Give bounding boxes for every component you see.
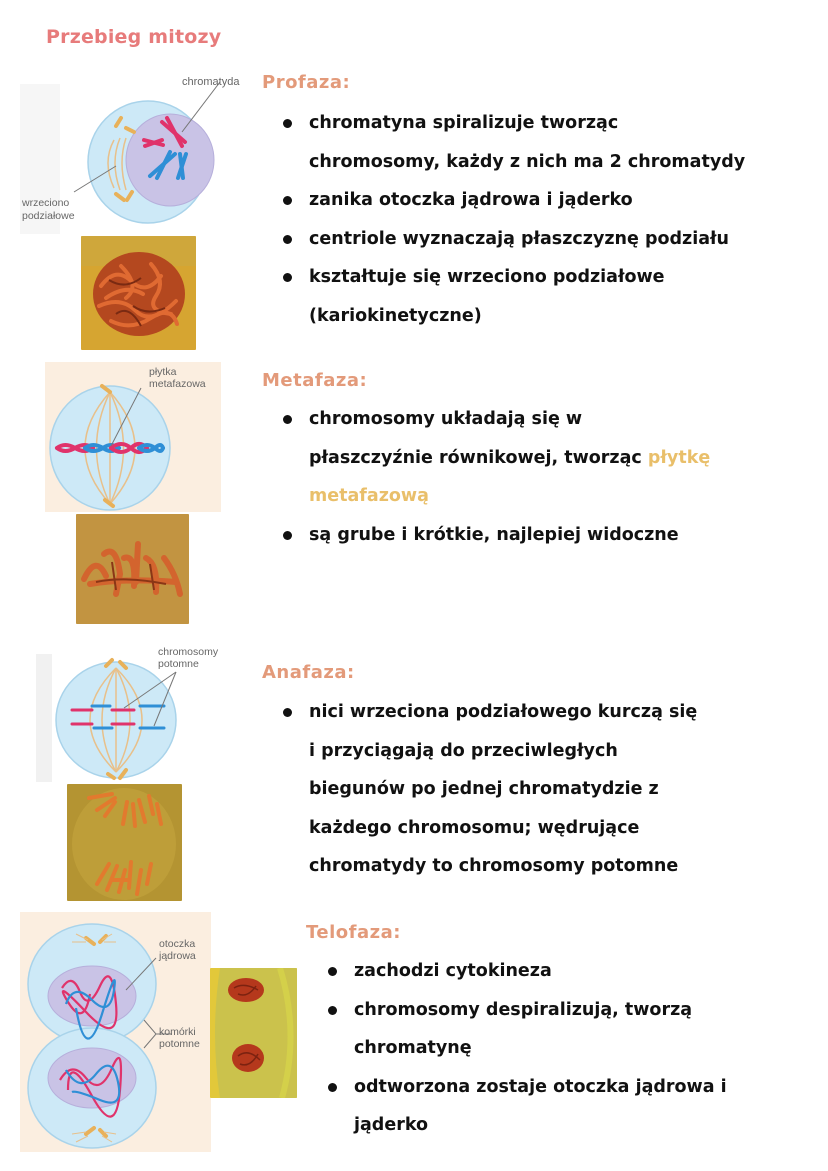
label-jadrowa: jądrowa — [159, 950, 196, 962]
bullet-item: zanika otoczka jądrowa i jąderko — [281, 181, 821, 220]
label-podzialowe: podziałowe — [22, 210, 75, 222]
label-chromatyda: chromatyda — [182, 76, 240, 88]
phase-heading-metaphase: Metafaza: — [262, 370, 368, 391]
prophase-micrograph — [81, 236, 196, 350]
telophase-diagram — [20, 912, 211, 1152]
prophase-bullets — [281, 104, 821, 335]
label-otoczka: otoczka — [159, 938, 196, 950]
anaphase-bullets — [281, 693, 821, 886]
metaphase-diagram — [45, 362, 221, 512]
telophase-micrograph — [210, 968, 297, 1098]
highlight-term: płytkę — [647, 447, 711, 468]
metaphase-micrograph — [76, 514, 189, 624]
bullet-item: odtworzona zostaje otoczka jądrowa i jąderko — [326, 1068, 816, 1145]
bullet-item: chromatyna spiralizuje tworząc chromosomy, każdy z nich ma 2 chromatydy — [281, 104, 821, 181]
phase-heading-anaphase: Anafaza: — [262, 662, 355, 683]
label-chromosomy: chromosomy — [158, 646, 219, 658]
label-potomne-2: potomne — [159, 1038, 200, 1050]
label-komorki: komórki — [159, 1026, 196, 1038]
label-potomne: potomne — [158, 658, 199, 670]
telophase-bullets — [326, 952, 816, 1145]
bullet-item: chromosomy despiralizują, tworzą chromatynę — [326, 991, 816, 1068]
anaphase-cell-illustration — [36, 650, 230, 782]
bullet-item: chromosomy układają się w płaszczyźnie równikowej, tworząc płytkę metafazową — [281, 400, 821, 516]
label-metafazowa: metafazowa — [149, 378, 206, 390]
anaphase-diagram — [36, 646, 230, 782]
anaphase-micrograph — [67, 784, 182, 901]
bullet-item: zachodzi cytokineza — [326, 952, 816, 991]
phase-heading-telophase: Telofaza: — [306, 922, 401, 943]
bullet-item: są grube i krótkie, najlepiej widoczne — [281, 516, 821, 555]
highlight-term: metafazową — [309, 486, 429, 506]
bullet-item: nici wrzeciona podziałowego kurczą się i przyciągają do przeciwległych biegunów po jednej chromatydzie z każdego chromosomu; wędrujące chromatydy to chromosomy potomne — [281, 693, 821, 886]
prophase-diagram — [20, 76, 260, 234]
metaphase-bullets — [281, 400, 821, 554]
page-title: Przebieg mitozy — [46, 26, 222, 48]
phase-heading-prophase: Profaza: — [262, 72, 351, 93]
bullet-item: centriole wyznaczają płaszczyznę podziału — [281, 220, 821, 259]
label-wrzeciono: wrzeciono — [22, 197, 70, 209]
label-plytka: płytka — [149, 366, 177, 378]
bullet-item: kształtuje się wrzeciono podziałowe (kariokinetyczne) — [281, 258, 821, 335]
